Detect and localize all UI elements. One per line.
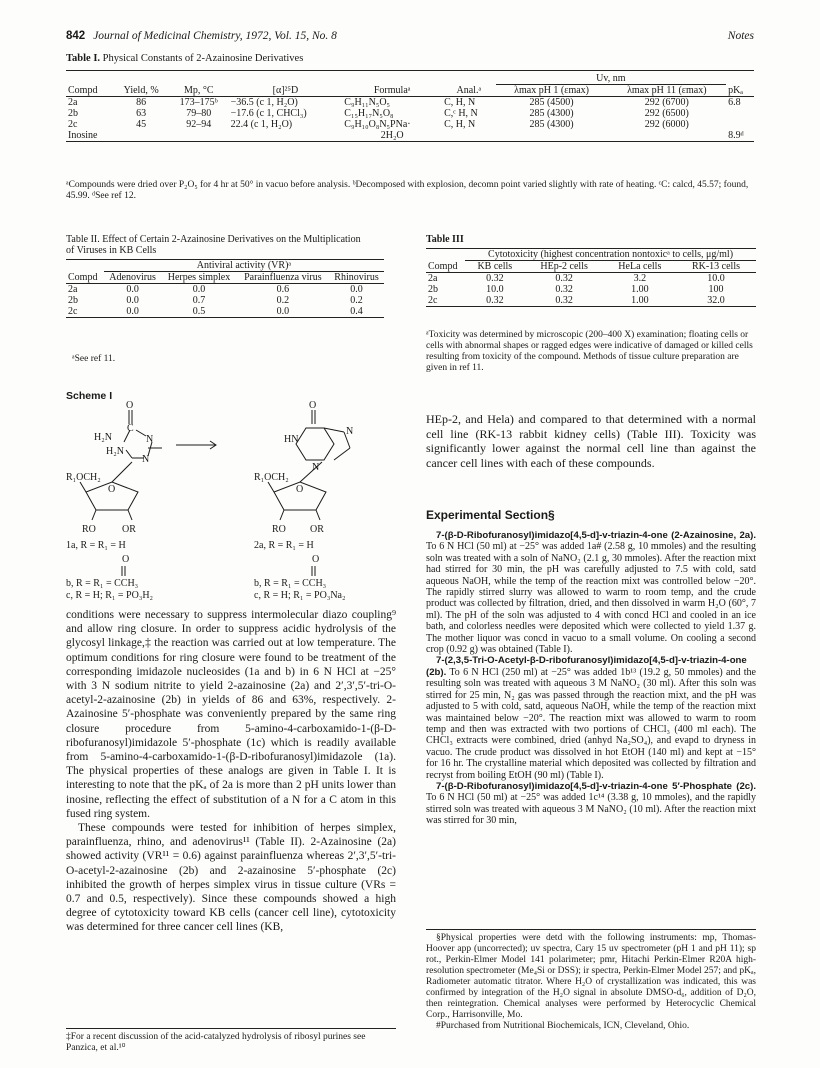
- svg-text:R₁OCH₂: R₁OCH₂: [254, 472, 289, 483]
- svg-text:R₁OCH₂: R₁OCH₂: [66, 472, 101, 483]
- svg-text:O: O: [312, 554, 320, 565]
- footnotes-right: [426, 929, 756, 1032]
- t1-header: λmax pH 1 (εmax): [496, 85, 608, 97]
- table-row: 2b 63 79–80 −17.6 (c 1, CHCl₃) C₁₅H₁₇N₅O₈ C,ᶜ H, N 285 (4300) 292 (6500): [68, 108, 689, 119]
- table1-footnote: ᵃCompounds were dried over P₂O₅ for 4 hr at 50° in vacuo before analysis. ᵇDecomposed with explosion, decomn point varied slightly with rate of heating. ᶜC: calcd, 45.57; found, 45.99. ᵈSee ref 12.: [66, 180, 749, 201]
- table2-footnote: ᵃSee ref 11.: [72, 354, 116, 364]
- svg-text:N: N: [142, 454, 150, 465]
- section-label: Notes: [727, 30, 754, 42]
- page-number: 842: [66, 30, 86, 42]
- t1-header: Yield, %: [113, 85, 168, 97]
- t3-header: KB cells: [465, 261, 524, 273]
- table3-title: Table III: [426, 234, 464, 245]
- svg-text:O: O: [126, 400, 134, 411]
- right-structure: [268, 410, 350, 520]
- right-column-text: HEp-2, and Hela) and compared to that determined with a normal cell line (RK-13 rabbit kidney cells) (Table III). Toxicity was significantly lower against the normal cell line than against the cancer cell lines with each of these compounds.: [426, 412, 756, 470]
- table1: [66, 70, 754, 142]
- paragraph: conditions were necessary to suppress intermolecular diazo coupling⁹ and allow ring closure. In order to suppress acidic hydrolysis of the glycosyl linkage,‡ the reaction was carried out at low temperature. The optimum conditions for ring closure were found to be treatment of the corresponding imidazole nucleosides (1a and b) in 6 N HCl at −25° with 3 N sodium nitrite to yield 2-azainosine (2a) and 2′,3′,5′-tri-O-acetyl-2-azainosine (2b) in yields of 86 and 63%, respectively. 2-Azainosine 5′-phosphate was conveniently prepared by the same ring closure procedure from 5-amino-4-carboxamido-1-(β-D-ribofuranosyl)imidazole 5′-phosphate (1c) which is readily available from 5-amino-4-carboxamido-1-(β-D-ribofuranosyl)imidazole (1a). The physical properties of these analogs are given in Table I. It is interesting to note that the pKₐ of 2a is more than 2 pH units lower than inosine, reflecting the effect of substitution of a N for a C atom in this fused ring system.: [66, 609, 396, 820]
- t3-header: RK-13 cells: [676, 261, 756, 273]
- table-row: 2a 86 173–175ᵇ −36.5 (c 1, H₂O) C₉H₁₁N₅O₅ C, H, N 285 (4500) 292 (6700) 6.8: [68, 97, 741, 108]
- svg-text:OR: OR: [310, 524, 324, 535]
- svg-text:O: O: [108, 484, 116, 495]
- paragraph: These compounds were tested for inhibition of herpes simplex, parainfluenza, rhino, and adenovirus¹¹ (Table II). 2-Azainosine (2a) showed activity (VR¹¹ = 0.6) against parainfluenza whereas 2′,3′,5′-tri-O-acetyl-2-azainosine (2b) and 2-azainosine 5′-phosphate (2c) inhibited the growth of herpes simplex virus in tissue culture (VRs = 0.7 and 0.5, respectively). Since these compounds showed a high degree of cytotoxicity toward KB cells (cancer cell line), cytotoxicity was determined for three cancer cell lines (KB,: [66, 822, 396, 934]
- t3-header: HEp-2 cells: [525, 261, 604, 273]
- uv-group-header: Uv, nm: [496, 73, 727, 85]
- svg-text:H₂N: H₂N: [106, 446, 124, 457]
- page-header: [66, 30, 754, 46]
- svg-text:OR: OR: [122, 524, 136, 535]
- table-row: 2c 0.32 0.32 1.00 32.0: [426, 295, 756, 307]
- paragraph: 7-(β-D-Ribofuranosyl)imidazo[4,5-d]-v-triazin-4-one 5′-Phosphate (2c). To 6 N HCl (50 ml) at −25° was added 1c¹⁴ (3.38 g, 10 mmoles), and the rapidly stirred soln was treated with aqueous 3 M NaNO₂ (10 ml). After the reaction mixt was stirred for 30 min,: [426, 780, 756, 827]
- left-atoms: [66, 400, 153, 600]
- t1-header: Compd: [66, 85, 113, 97]
- svg-text:O: O: [296, 484, 304, 495]
- reaction-arrow: [176, 441, 216, 449]
- table2: [66, 259, 384, 318]
- scheme-title: Scheme I: [66, 390, 113, 402]
- t1-header: λmax pH 11 (εmax): [608, 85, 727, 97]
- footnote-instruments: §Physical properties were detd with the following instruments: mp, Thomas-Hoover app (uncorrected); uv spectra, Cary 15 uv spectrometer (pH 1 and pH 11); sp rot., Perkin-Elmer Model 141 polarimeter; pmr, Hitachi Perkin-Elmer R20A high-resolution spectrometer (Me₄Si or DSS); ir spectra, Perkin-Elmer Model 257; and pKₐ, Radiometer automatic titrator. Where H₂O of crystallization was indicated, this was confirmed by integration of the H₂O signal in absolute DMSO-d₆, addition of D₂O, then reintegration. Chemical analyses were performed by Heterocyclic Chemical Corp., Harrisonville, Mo.: [426, 933, 756, 1020]
- svg-text:O: O: [309, 400, 317, 411]
- t3-header: HeLa cells: [604, 261, 676, 273]
- right-label-2: b, R = R₁ = CCH₃: [254, 578, 327, 589]
- t1-header: [α]²⁵D: [229, 85, 343, 97]
- left-column-text: [66, 608, 396, 935]
- t2-header: Rhinovirus: [329, 272, 384, 284]
- svg-text:H₂N: H₂N: [94, 432, 112, 443]
- paragraph: 7-(2,3,5-Tri-O-Acetyl-β-D-ribofuranosyl)imidazo[4,5-d]-v-triazin-4-one (2b). To 6 N HCl (250 ml) at −25° was added 1b¹³ (19.2 g, 50 mmoles) and the resulting soln was treated with aqueous 3 M NaNO₂ (30 ml). After this soln was stirred for 25 min, N₂ gas was passed through the reaction mixt, and the pH was adjusted to 5 with cold, satd, aqueous NaOH, while the temp of the reaction mixt was maintained below −20°. The reaction mixt was allowed to warm to room temp and then was extracted with two portions of CHCl₃ (400 ml each). The CHCl₃ extracts were combined, dried (anhyd Na₂SO₄), and evapd to dryness in vacuo. The crude product was dissolved in hot EtOH (140 ml) and kept at −15° for 16 hr. The crystalline material which deposited was collected by filtration and recryst from boiling EtOH (90 ml) (Table I).: [426, 655, 756, 781]
- right-atoms: [254, 400, 353, 600]
- right-label-3: c, R = H; R₁ = PO₃Na₂: [254, 590, 346, 600]
- footnote-purchase: #Purchased from Nutritional Biochemicals, ICN, Cleveland, Ohio.: [436, 1021, 690, 1031]
- table-row: 2a 0.32 0.32 3.2 10.0: [428, 273, 725, 284]
- antiviral-group-header: Antiviral activity (VR)ᵃ: [104, 260, 384, 272]
- svg-text:N: N: [146, 434, 154, 445]
- table-row: 2a 0.0 0.0 0.6 0.0: [68, 284, 363, 295]
- table2-title: Table II. Effect of Certain 2-Azainosine Derivatives on the Multiplication of Viruses in KB Cells: [66, 234, 361, 256]
- right-label-1: 2a, R = R₁ = H: [254, 540, 314, 551]
- left-structure: [80, 410, 162, 520]
- t1-header: Mp, °C: [169, 85, 229, 97]
- left-label-2: b, R = R₁ = CCH₃: [66, 578, 139, 589]
- svg-text:RO: RO: [82, 524, 96, 535]
- svg-text:HN: HN: [284, 434, 299, 445]
- experimental-section: [426, 530, 756, 827]
- svg-text:N: N: [346, 426, 354, 437]
- table-row: 2b 10.0 0.32 1.00 100: [428, 284, 724, 295]
- svg-text:N: N: [312, 462, 320, 473]
- table-row: Inosine 2H₂O 8.9ᵈ: [66, 130, 754, 142]
- table1-title: Table I. Physical Constants of 2-Azainosine Derivatives: [66, 53, 304, 64]
- table3-footnote: ᵃToxicity was determined by microscopic (200–400 X) examination; floating cells or cells with abnormal shapes or ragged edges were indicative of damaged or killed cells resulting from toxicity of the compound. Methods of tissue culture preparation are given in ref 11.: [426, 330, 753, 373]
- t1-header: Anal.ᵃ: [442, 85, 495, 97]
- footnote-acid-hydrolysis: ‡For a recent discussion of the acid-catalyzed hydrolysis of ribosyl purines see Panzica, et al.¹⁰: [66, 1028, 396, 1054]
- t1-header: pKₐ: [726, 85, 754, 97]
- cytotoxicity-group-header: Cytotoxicity (highest concentration nontoxicᵃ to cells, μg/ml): [465, 249, 756, 261]
- t3-header: Compd: [426, 261, 465, 273]
- experimental-heading: Experimental Section§: [426, 508, 555, 522]
- scheme-diagram: [66, 400, 386, 600]
- table-row: 2c 45 92–94 22.4 (c 1, H₂O) C₉H₁₀O₈N₅PNa· C, H, N 285 (4300) 292 (6000): [68, 119, 689, 130]
- t2-header: Adenovirus: [104, 272, 161, 284]
- t1-header: Formulaᵃ: [342, 85, 442, 97]
- journal-citation: Journal of Medicinal Chemistry, 1972, Vol. 15, No. 8: [93, 30, 337, 42]
- svg-text:RO: RO: [272, 524, 286, 535]
- svg-text:O: O: [122, 554, 130, 565]
- t2-header: Herpes simplex: [161, 272, 236, 284]
- svg-text:C: C: [127, 423, 134, 434]
- table-row: 2c 0.0 0.5 0.0 0.4: [66, 306, 384, 318]
- left-label-3: c, R = H; R₁ = PO₃H₂: [66, 590, 154, 600]
- paragraph: 7-(β-D-Ribofuranosyl)imidazo[4,5-d]-v-triazin-4-one (2-Azainosine, 2a). To 6 N HCl (50 ml) at −25° was added 1a# (2.58 g, 10 mmoles) and the resulting soln was treated with a soln of NaNO₂ (2.1 g, 30 mmoles). After the reaction mixt had stirred for 30 min, the pH was carefully adjusted to 7.5 with cold, satd aqueous NaOH, while the temp of the reaction mixt was controlled below −20°. The rapidly stirred slurry was allowed to warm to room temp, and the crude product was collected by filtration, dried, and then dissolved in warm H₂O (60°, 7 ml). The pH of the soln was adjusted to 4 with concd HCl and cooled in an ice bath, and colorless needles were deposited which were collected to yield 1.37 g. The mother liquor was concd in vacuo to a small volume. On cooling a second crop (0.92 g) was obtained (Table I).: [426, 530, 756, 656]
- table-row: 2b 0.0 0.7 0.2 0.2: [68, 295, 363, 306]
- t2-header: Parainfluenza virus: [237, 272, 329, 284]
- t2-header: Compd: [66, 272, 104, 284]
- table3: [426, 248, 756, 307]
- left-label-1: 1a, R = R₁ = H: [66, 540, 126, 551]
